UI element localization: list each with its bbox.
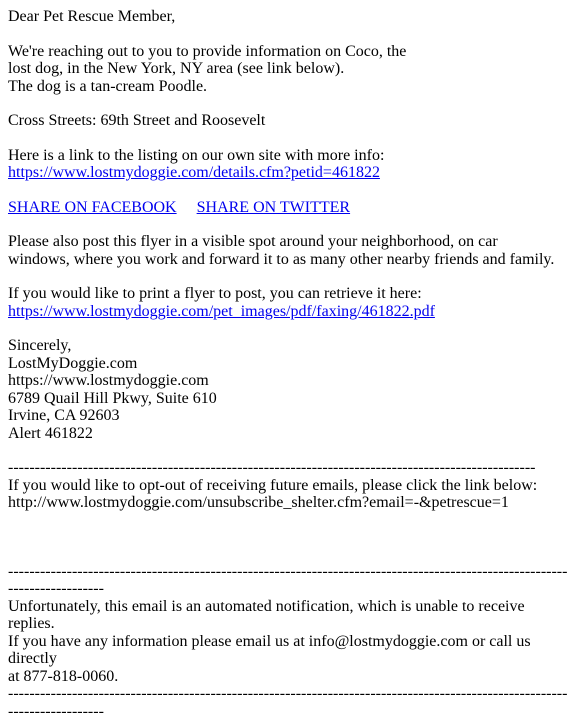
footer-line: If you have any information please email us at info@lostmydoggie.com or call us directly bbox=[8, 633, 572, 668]
footer-line: Unfortunately, this email is an automated notification, which is unable to receive replies. bbox=[8, 598, 572, 633]
signature-block bbox=[8, 337, 572, 442]
opt-out-url: http://www.lostmydoggie.com/unsubscribe_shelter.cfm?email=-&petrescue=1 bbox=[8, 494, 572, 512]
signature-url: https://www.lostmydoggie.com bbox=[8, 372, 572, 390]
print-text: If you would like to print a flyer to post, you can retrieve it here: bbox=[8, 285, 572, 303]
print-paragraph bbox=[8, 285, 572, 320]
intro-paragraph bbox=[8, 43, 572, 96]
signature-alert: Alert 461822 bbox=[8, 425, 572, 443]
share-links bbox=[8, 199, 572, 217]
cross-streets: Cross Streets: 69th Street and Roosevelt bbox=[8, 112, 572, 130]
opt-out-block bbox=[8, 459, 572, 512]
footer-spacer bbox=[8, 529, 572, 563]
signature-city: Irvine, CA 92603 bbox=[8, 407, 572, 425]
share-facebook-link[interactable]: SHARE ON FACEBOOK bbox=[8, 199, 177, 216]
signature-closing: Sincerely, bbox=[8, 337, 572, 355]
opt-out-divider: --------------------------------------------------------------------------------------------------- bbox=[8, 459, 572, 477]
flyer-request-paragraph bbox=[8, 233, 572, 268]
listing-paragraph bbox=[8, 147, 572, 182]
intro-line: We're reaching out to you to provide information on Coco, the bbox=[8, 43, 572, 61]
footer-block bbox=[8, 563, 572, 720]
signature-name: LostMyDoggie.com bbox=[8, 355, 572, 373]
intro-line: The dog is a tan-cream Poodle. bbox=[8, 78, 572, 96]
greeting: Dear Pet Rescue Member, bbox=[8, 8, 572, 26]
flyer-request-line: windows, where you work and forward it to as many other nearby friends and family. bbox=[8, 251, 572, 269]
footer-divider-top: --------------------------------------------------------------------------------------------------------------------------- bbox=[8, 563, 572, 598]
listing-link[interactable]: https://www.lostmydoggie.com/details.cfm?petid=461822 bbox=[8, 164, 572, 182]
share-twitter-link[interactable]: SHARE ON TWITTER bbox=[197, 199, 350, 216]
footer-line: at 877-818-0060. bbox=[8, 668, 572, 686]
intro-line: lost dog, in the New York, NY area (see link below). bbox=[8, 60, 572, 78]
opt-out-text: If you would like to opt-out of receiving future emails, please click the link below: bbox=[8, 477, 572, 495]
print-flyer-link[interactable]: https://www.lostmydoggie.com/pet_images/pdf/faxing/461822.pdf bbox=[8, 303, 572, 321]
flyer-request-line: Please also post this flyer in a visible spot around your neighborhood, on car bbox=[8, 233, 572, 251]
signature-street: 6789 Quail Hill Pkwy, Suite 610 bbox=[8, 390, 572, 408]
footer-divider-bottom: --------------------------------------------------------------------------------------------------------------------------- bbox=[8, 685, 572, 720]
listing-text: Here is a link to the listing on our own site with more info: bbox=[8, 147, 572, 165]
